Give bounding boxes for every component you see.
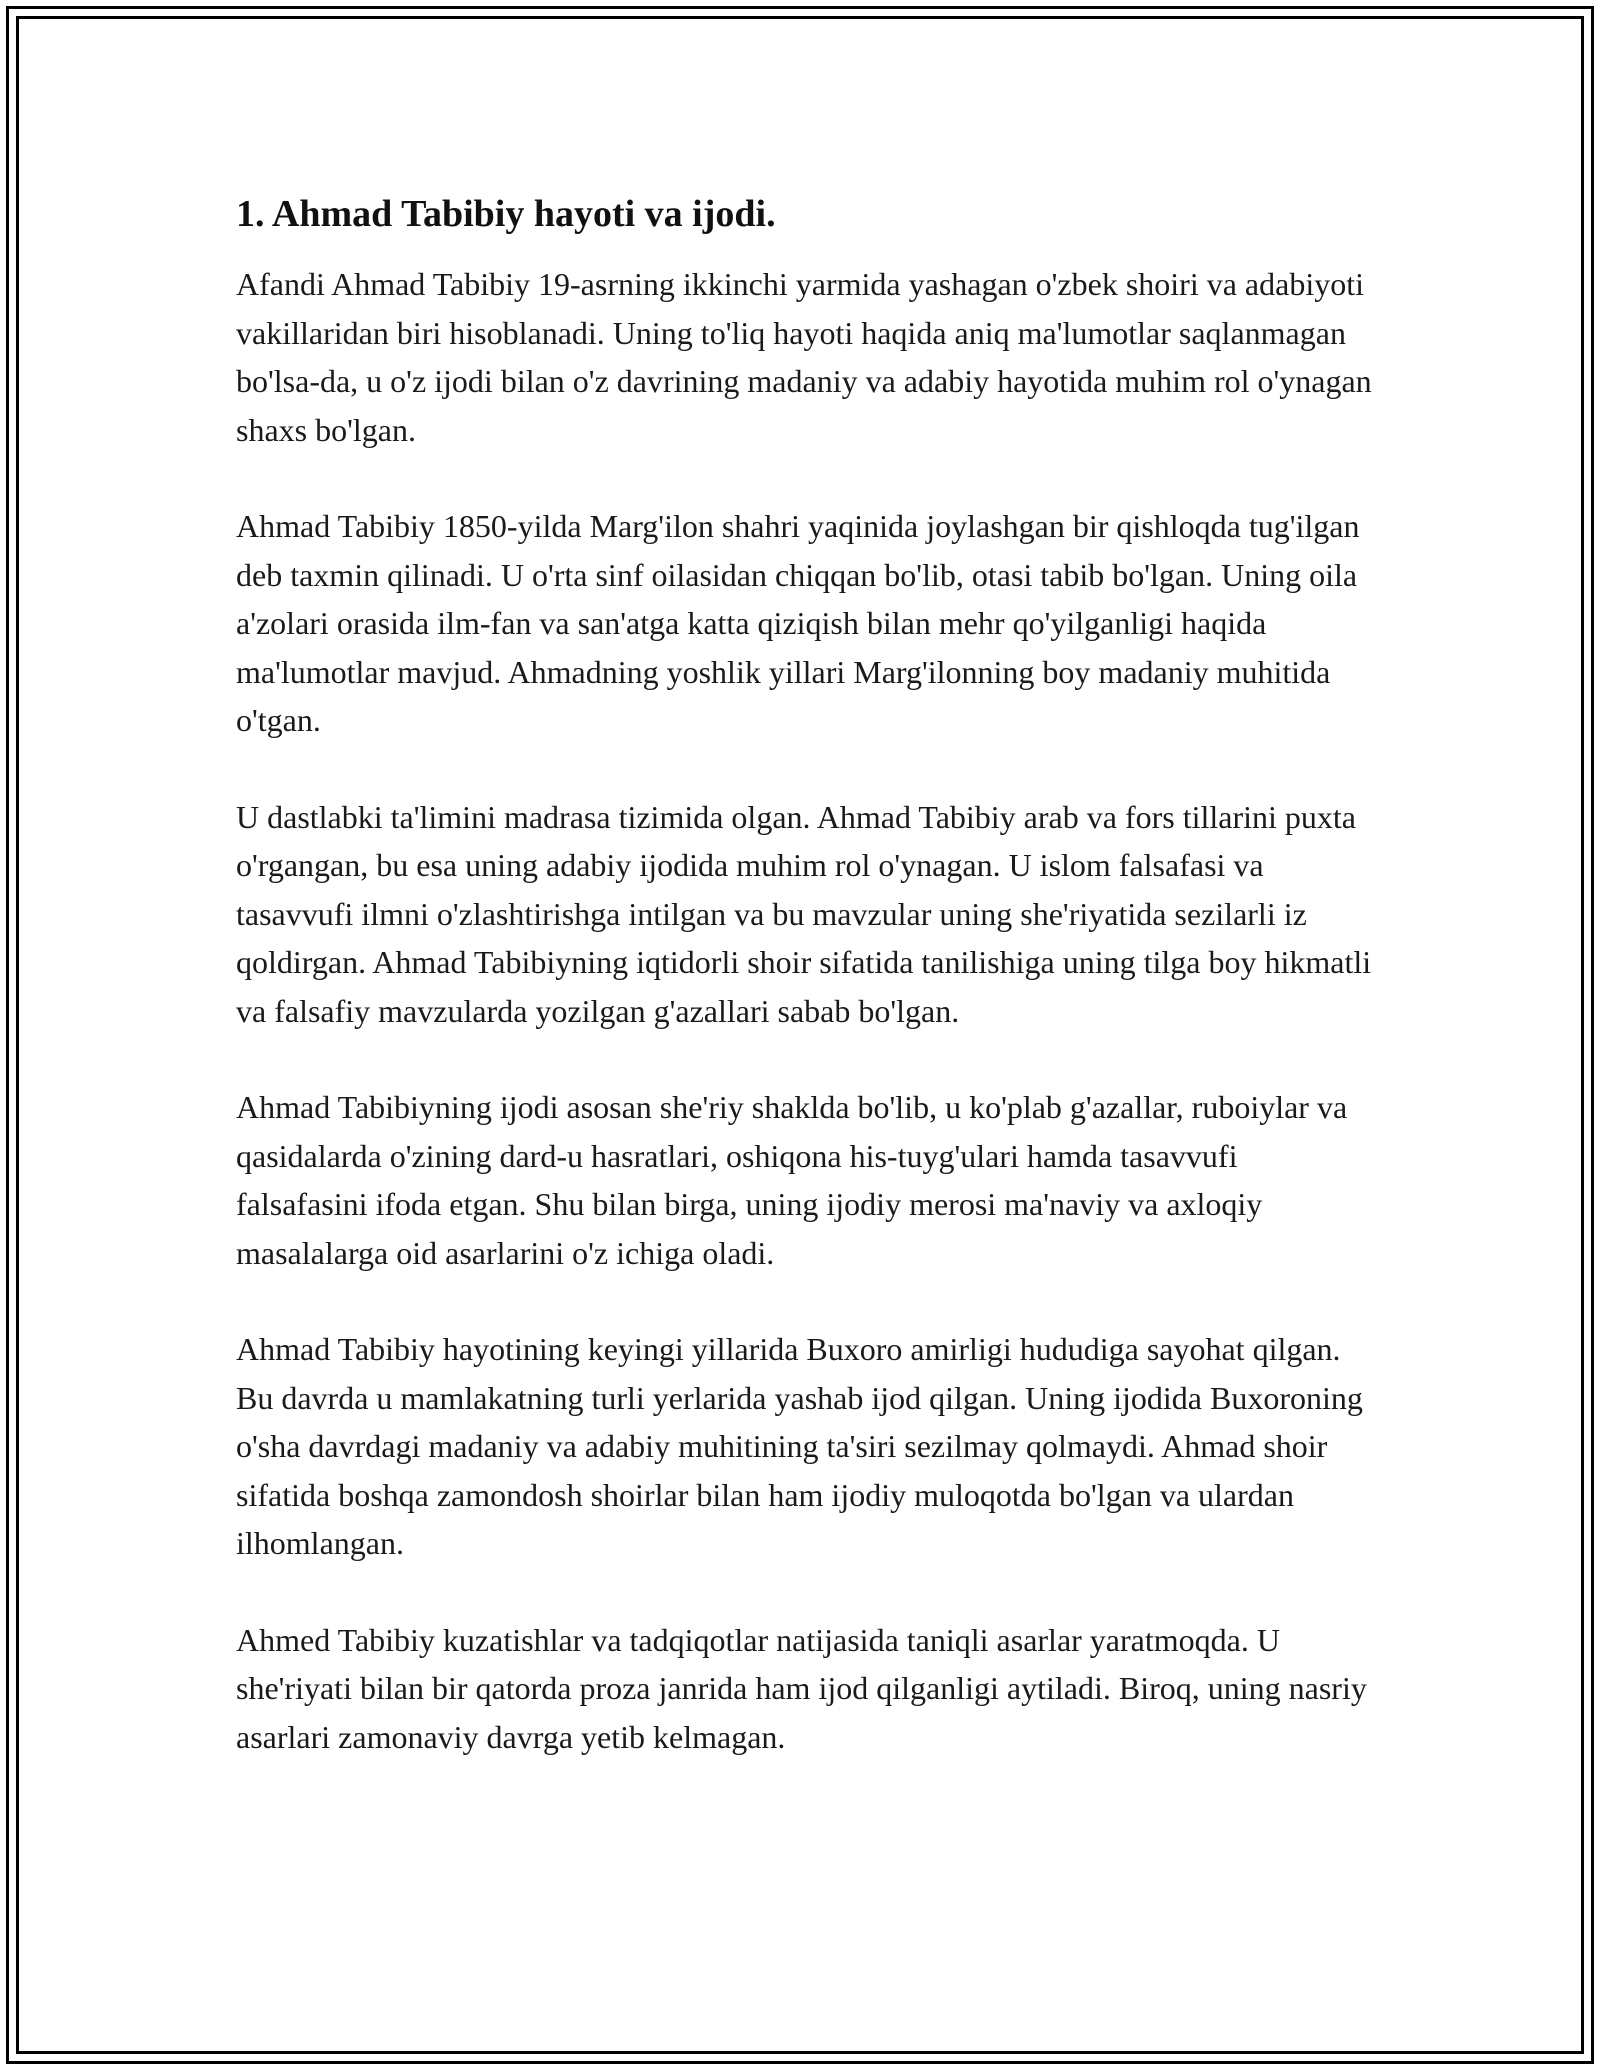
document-body bbox=[236, 190, 1376, 1809]
paragraph: Afandi Ahmad Tabibiy 19-asrning ikkinchi yarmida yashagan o'zbek shoiri va adabiyoti vakillaridan biri hisoblanadi. Uning to'liq hayoti haqida aniq ma'lumotlar saqlanmagan bo'lsa-da, u o'z ijodi bilan o'z davrining madaniy va adabiy hayotida muhim rol o'ynagan shaxs bo'lgan. bbox=[236, 266, 1372, 448]
paragraph: Ahmad Tabibiy 1850-yilda Marg'ilon shahri yaqinida joylashgan bir qishloqda tug'ilgan deb taxmin qilinadi. U o'rta sinf oilasidan chiqqan bo'lib, otasi tabib bo'lgan. Uning oila a'zolari orasida ilm-fan va san'atga katta qiziqish bilan mehr qo'yilganligi haqida ma'lumotlar mavjud. Ahmadning yoshlik yillari Marg'ilonning boy madaniy muhitida o'tgan. bbox=[236, 508, 1360, 738]
paragraph: Ahmed Tabibiy kuzatishlar va tadqiqotlar natijasida taniqli asarlar yaratmoqda. U she'riyati bilan bir qatorda proza janrida ham ijod qilganligi aytiladi. Biroq, uning nasriy asarlari zamonaviy davrga yetib kelmagan. bbox=[236, 1621, 1367, 1755]
paragraph: Ahmad Tabibiyning ijodi asosan she'riy shaklda bo'lib, u ko'plab g'azallar, ruboiylar va qasidalarda o'zining dard-u hasratlari, oshiqona his-tuyg'ulari hamda tasavvufi falsafasini ifoda etgan. Shu bilan birga, uning ijodiy merosi ma'naviy va axloqiy masalalarga oid asarlarini o'z ichiga oladi. bbox=[236, 1089, 1348, 1271]
paragraph: Ahmad Tabibiy hayotining keyingi yillarida Buxoro amirligi hududiga sayohat qilgan. Bu davrda u mamlakatning turli yerlarida yashab ijod qilgan. Uning ijodida Buxoroning o'sha davrdagi madaniy va adabiy muhitining ta'siri sezilmay qolmaydi. Ahmad shoir sifatida boshqa zamondosh shoirlar bilan ham ijodiy muloqotda bo'lgan va ulardan ilhomlangan. bbox=[236, 1331, 1363, 1561]
document-title: 1. Ahmad Tabibiy hayoti va ijodi. bbox=[236, 193, 776, 235]
paragraph: U dastlabki ta'limini madrasa tizimida olgan. Ahmad Tabibiy arab va fors tillarini puxta o'rgangan, bu esa uning adabiy ijodida muhim rol o'ynagan. U islom falsafasi va tasavvufi ilmni o'zlashtirishga intilgan va bu mavzular uning she'riyatida sezilarli iz qoldirgan. Ahmad Tabibiyning iqtidorli shoir sifatida tanilishiga uning tilga boy hikmatli va falsafiy mavzularda yozilgan g'azallari sabab bo'lgan. bbox=[236, 798, 1372, 1029]
